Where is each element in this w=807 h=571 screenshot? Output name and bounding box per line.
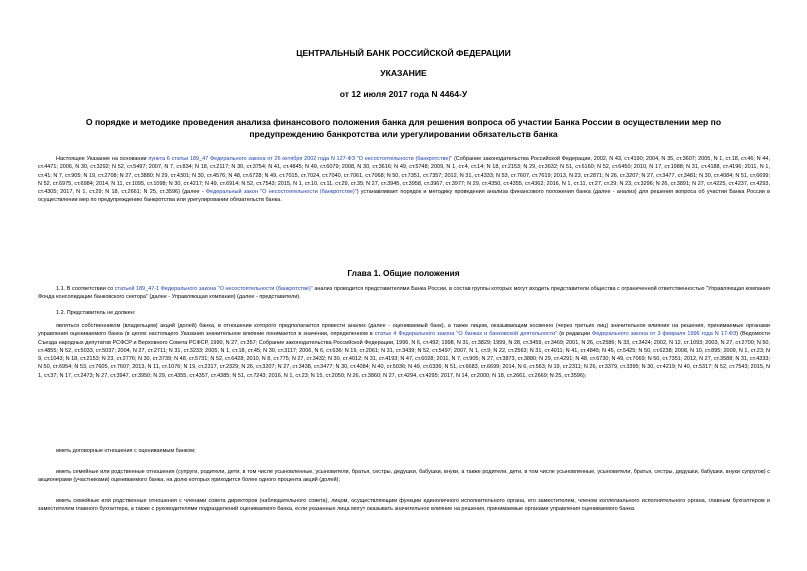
- paragraph-1-1: [38, 285, 770, 302]
- chapter-1-title: Глава 1. Общие положения: [347, 268, 460, 278]
- document-title: О порядке и методике проведения анализа финансового положения банка для решения вопроса об участии Банка России в осуществлении мер по предупреждению банкротства или урегулировании обязательств банка: [85, 117, 722, 139]
- p6-text: иметь семейные или родственные отношения с членами совета директоров (наблюдательного совета), лицом, осуществляющим функции единоличного исполнительного органа, его заместителем, членом коллегиального исполнительного органа, главным бухгалтером и заместителем главного бухгалтера, а также с руководителями подразделений оцениваемого банка, если указанные лица могут оказывать значительное влияние на решения, принимаемые органами управления оцениваемого банка.: [38, 498, 770, 513]
- issuer-heading: ЦЕНТРАЛЬНЫЙ БАНК РОССИЙСКОЙ ФЕДЕРАЦИИ: [296, 48, 511, 58]
- p5-text: иметь семейные или родственные отношения (супруги, родители, дети, в том числе усыновленные, усыновители, братья, сестры, дедушки, бабушки, внуки, а также родители, дети, в том числе усыновленные, усыновители, братья, сестры, дедушки, бабушки, внуки супругов) с акционерами (участниками) оцениваемого банка, на долю которых приходится более одного процента акций (долей);: [38, 469, 770, 484]
- article-189-47-1-link[interactable]: статьей 189_47-1 Федерального закона "О несостоятельности (банкротстве)": [114, 286, 313, 292]
- p3-text-1: являться собственником (владельцем) акций (долей) банка, в отношении которого предполагается провести анализ (далее - оцениваемый банк), а также лицом, оказывающим косвенно (через третьих лиц) значительное влияние на решения, принимаемые органами управления оцениваемого банка (в целях настоящего Указания значительное влияние понимается в значении, определенном в: [38, 323, 770, 338]
- banking-law-article-4-link[interactable]: статье 4 Федерального закона "О банках и банковской деятельности": [374, 331, 558, 338]
- p1-text-1: 1.1. В соответствии со: [56, 286, 115, 292]
- paragraph-contracts: [38, 447, 770, 455]
- intro-paragraph: [38, 155, 770, 205]
- paragraph-family-management: [38, 497, 770, 514]
- law-17-fz-link[interactable]: Федерального закона от 3 февраля 1996 года N 17-ФЗ: [592, 331, 737, 338]
- p2-text: 1.2. Представитель не должен:: [56, 310, 136, 316]
- intro-text-2: (Собрание законодательства Российской Федерации, 2002, N 43, ст.4190; 2004, N 35, ст.3607; 2005, N 1, ст.18, ст.46; N 44, ст.4471; 2006, N 30, ст.3292; N 52, ст.5497; 2007, N 7, ст.834; N 18, ст.2117; N 30, ст.3754; N 41, ст.4845; N 49, ст.6079; 2008, N 30, ст.3616; N 49, ст.5748; 2009, N 1, ст.4, ст.14; N 18, ст.2153; N 29, ст.3632; N 51, ст.6160; N 52, ст.6450; 2010, N 17, ст.1988; N 31, ст.4188, ст.4196; 2011, N 1, ст.41; N 7, ст.905; N 19, ст.2708; N 27, ст.3880; N 29, ст.4301; N 30, ст.4576; N 48, ст.6728; N 49, ст.7015, ст.7024, ст.7040, ст.7061, ст.7068; N 50, ст.7351, ст.7357; 2012, N 31, ст.4333; N 53, ст.7607, ст.7619; 2013, N 23, ст.2871; N 26, ст.3207; N 27, ст.3477, ст.3481; N 30, ст.4084; N 51, ст.6699; N 52, ст.6975, ст.6984; 2014, N 11, ст.1095, ст.1098; N 30, ст.4217; N 49, ст.6914; N 52, ст.7543; 2015, N 1, ст.10, ст.11, ст.29, ст.35; N 27, ст.3945, ст.3958, ст.3967, ст.3977; N 29, ст.4350, ст.4355, ст.4362; 2016, N 1, ст.11, ст.27, ст.29; N 23, ст.3296; N 26, ст.3891; N 27, ст.4225, ст.4237, ст.4293, ст.4305; 2017, N 1, ст.29; N 18, ст.2661; N 25, ст.3596) (далее -: [38, 156, 770, 196]
- p4-text: иметь договорные отношения с оцениваемым банком;: [56, 448, 196, 454]
- paragraph-family-shareholders: [38, 468, 770, 485]
- intro-text-3: ) устанавливает порядок и методику проведения анализа финансового положения банка (далее - анализ) для решения вопроса об участии Банка России в осуществлении мер по предупреждению банкротства или урегулировании обязательств банка.: [38, 189, 771, 204]
- paragraph-1-2: [38, 309, 770, 317]
- p3-text-3: ) (Ведомости Съезда народных депутатов РСФСР и Верховного Совета РСФСР, 1990, N 27, ст.357; Собрание законодательства Российской Федерации, 1996, N 6, ст.492; 1998, N 31, ст.3829; 1999, N 28, ст.3459, ст.3469; 2001, N 26, ст.2586; N 33, ст.3424; 2002, N 12, ст.1093; 2003, N 27, ст.2700; N 50, ст.4855; N 52, ст.5033, ст.5037; 2004, N 27, ст.2711; N 31, ст.3233; 2005, N 1, ст.18, ст.45; N 30, ст.3117; 2006, N 6, ст.636; N 19, ст.2061; N 31, ст.3439; N 52, ст.5497; 2007, N 1, ст.9; N 22, ст.2563; N 31, ст.4011; N 41, ст.4845; N 45, ст.5425; N 50, ст.6238; 2008, N 10, ст.895; 2009, N 1, ст.23; N 9, ст.1043; N 18, ст.2153; N 23, ст.2776; N 30, ст.3739; N 48, ст.5731; N 52, ст.6428; 2010, N 8, ст.775; N 27, ст.3432; N 30, ст.4012; N 31, ст.4193; N 47, ст.6028; 2011, N 7, ст.905; N 27, ст.3873, ст.3880; N 29, ст.4291; N 48, ст.6730; N 49, ст.7069; N 50, ст.7351; 2012, N 27, ст.3588; N 31, ст.4333; N 50, ст.6954; N 53, ст.7605, ст.7607; 2013, N 11, ст.1076; N 19, ст.2317, ст.2329; N 26, ст.3207; N 27, ст.3438, ст.3477; N 30, ст.4084; N 40, ст.5036; N 49, ст.6336; N 51, ст.6683, ст.6699; 2014, N 6, ст.563; N 19, ст.2311; N 26, ст.3379, ст.3395; N 30, ст.4219; N 40, ст.5317; N 52, ст.7543; 2015, N 1, ст.37; N 17, ст.2473; N 27, ст.3947, ст.3950; N 29, ст.4355, ст.4357, ст.4385; N 51, ст.7243; 2016, N 1, ст.23; N 15, ст.2050; N 26, ст.3860; N 27, ст.4294, ст.4295; 2017, N 14, ст.2000; N 18, ст.2661, ст.2669; N 25, ст.3596);: [38, 331, 771, 379]
- intro-text-1: Настоящее Указание на основании: [56, 156, 149, 162]
- paragraph-shareholder: [38, 322, 770, 380]
- document-date: от 12 июля 2017 года N 4464-У: [339, 89, 468, 99]
- p1-text-2: анализ проводится представителями Банка России, в состав группы которых могут входить представители общества с ограниченной ответственностью "Управляющая компания Фонда консолидации банковского сектора" (далее - Управляющая компания) (далее - представители).: [38, 286, 771, 301]
- p3-text-2: (в редакции: [557, 331, 593, 338]
- document-type: УКАЗАНИЕ: [380, 68, 427, 78]
- bankruptcy-law-link[interactable]: Федеральный закон "О несостоятельности (банкротстве)": [205, 189, 357, 196]
- law-127-fz-link[interactable]: пункта 6 статьи 189_47 Федерального закона от 26 октября 2002 года N 127-ФЗ "О несостоятельности (банкротстве)": [148, 156, 453, 162]
